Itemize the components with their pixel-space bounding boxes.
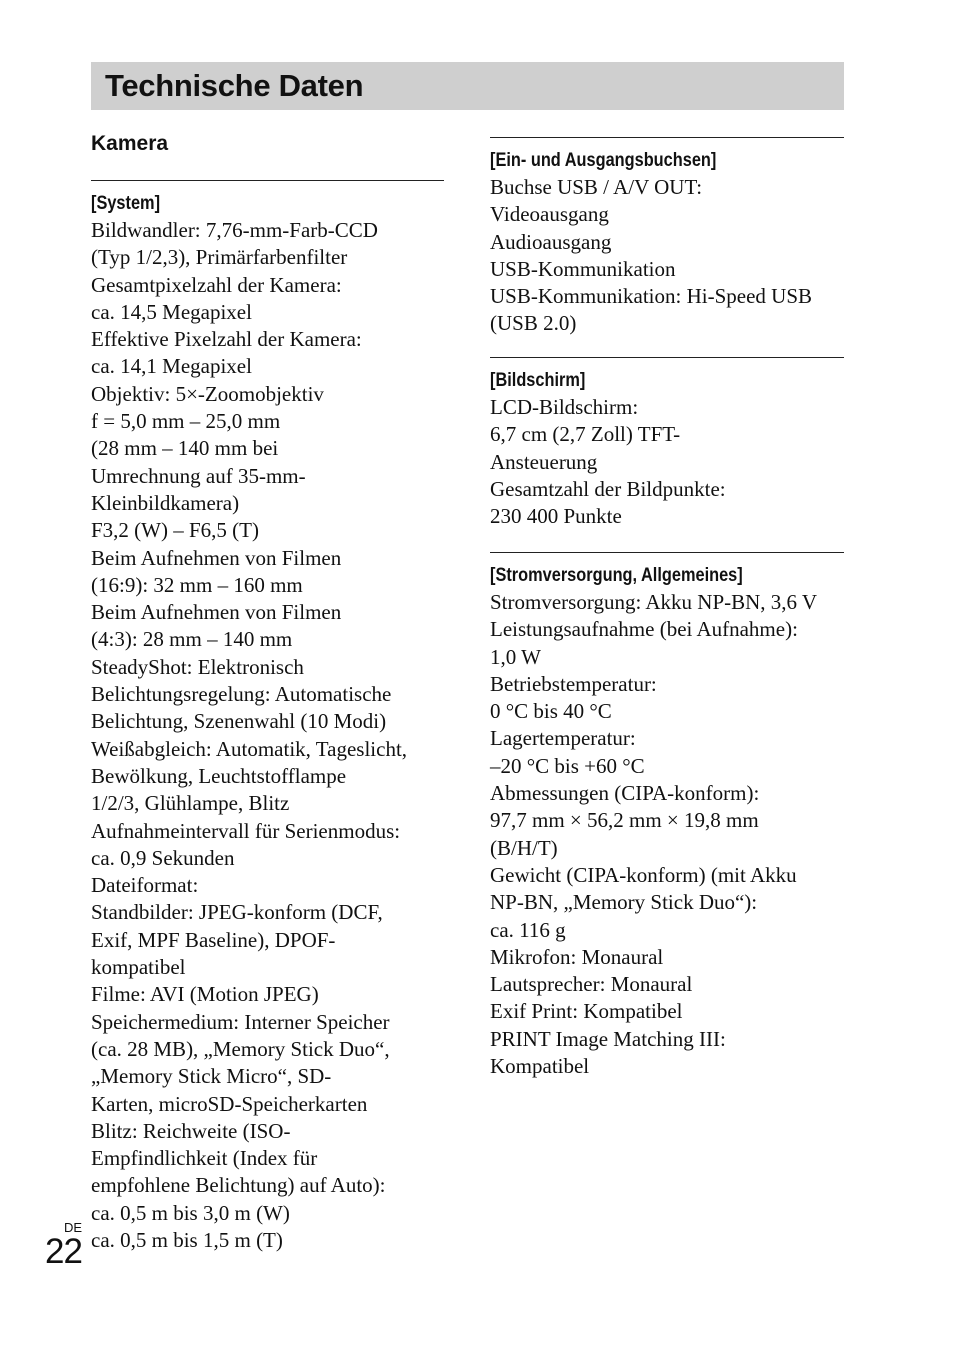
section-heading-io: [Ein- und Ausgangsbuchsen] — [490, 150, 717, 171]
section-heading-system: [System] — [91, 193, 161, 214]
title-bar — [91, 62, 844, 110]
page-language-label: DE — [64, 1220, 83, 1235]
spec-line: 6,7 cm (2,7 Zoll) TFT- — [490, 422, 681, 447]
spec-line: NP-BN, „Memory Stick Duo“): — [490, 890, 758, 915]
spec-line: USB-Kommunikation: Hi-Speed USB — [490, 284, 813, 309]
spec-line: ca. 0,5 m bis 1,5 m (T) — [91, 1227, 283, 1252]
page-title: Technische Daten — [105, 68, 364, 103]
spec-line: Bildwandler: 7,76-mm-Farb-CCD — [91, 218, 378, 242]
spec-line: Umrechnung auf 35-mm- — [91, 463, 306, 488]
spec-line: Beim Aufnehmen von Filmen — [91, 600, 342, 625]
spec-line: Ansteuerung — [490, 449, 598, 474]
spec-line: Stromversorgung: Akku NP-BN, 3,6 V — [490, 590, 818, 614]
spec-line: Gesamtpixelzahl der Kamera: — [91, 272, 342, 297]
spec-list-screen — [490, 394, 844, 530]
spec-line: (B/H/T) — [490, 835, 558, 860]
spec-line: Empfindlichkeit (Index für — [91, 1146, 318, 1171]
spec-line: Kleinbildkamera) — [91, 490, 240, 515]
spec-line: LCD-Bildschirm: — [490, 395, 639, 419]
spec-line: Belichtungsregelung: Automatische — [91, 682, 392, 707]
spec-line: Belichtung, Szenenwahl (10 Modi) — [91, 709, 387, 734]
section-title-kamera: Kamera — [91, 132, 169, 155]
page-number: 22 — [45, 1232, 82, 1271]
spec-line: –20 °C bis +60 °C — [490, 753, 645, 778]
spec-line: Effektive Pixelzahl der Kamera: — [91, 327, 362, 352]
spec-line: (ca. 28 MB), „Memory Stick Duo“, — [91, 1036, 390, 1061]
spec-line: 230 400 Punkte — [490, 504, 622, 529]
spec-line: ca. 0,5 m bis 3,0 m (W) — [91, 1200, 290, 1225]
spec-list-io — [490, 174, 844, 338]
spec-line: Buchse USB / A/V OUT: — [490, 175, 703, 199]
spec-line: ca. 0,9 Sekunden — [91, 845, 235, 870]
spec-line: Leistungsaufnahme (bei Aufnahme): — [490, 617, 798, 642]
spec-line: ca. 116 g — [490, 917, 566, 942]
spec-list-system — [91, 217, 444, 1254]
spec-line: Gesamtzahl der Bildpunkte: — [490, 476, 726, 501]
spec-line: Blitz: Reichweite (ISO- — [91, 1118, 291, 1143]
spec-line: 0 °C bis 40 °C — [490, 699, 612, 724]
spec-line: SteadyShot: Elektronisch — [91, 654, 304, 679]
spec-line: Exif, MPF Baseline), DPOF- — [91, 927, 336, 952]
spec-line: USB-Kommunikation — [490, 256, 676, 281]
spec-line: Kompatibel — [490, 1054, 590, 1079]
spec-line: empfohlene Belichtung) auf Auto): — [91, 1173, 386, 1198]
spec-line: Audioausgang — [490, 229, 612, 254]
spec-line: PRINT Image Matching III: — [490, 1026, 726, 1051]
spec-line: Speichermedium: Interner Speicher — [91, 1009, 390, 1034]
spec-line: Mikrofon: Monaural — [490, 944, 664, 969]
spec-line: Betriebstemperatur: — [490, 671, 657, 696]
spec-line: Beim Aufnehmen von Filmen — [91, 545, 342, 570]
spec-line: (16:9): 32 mm – 160 mm — [91, 572, 303, 597]
section-heading-power: [Stromversorgung, Allgemeines] — [490, 565, 743, 586]
spec-line: Karten, microSD-Speicherkarten — [91, 1091, 368, 1116]
section-heading-screen: [Bildschirm] — [490, 370, 586, 391]
spec-line: (USB 2.0) — [490, 311, 577, 336]
spec-line: ca. 14,5 Megapixel — [91, 299, 252, 324]
spec-line: Videoausgang — [490, 202, 609, 227]
spec-line: (28 mm – 140 mm bei — [91, 436, 279, 461]
spec-line: Weißabgleich: Automatik, Tageslicht, — [91, 736, 408, 761]
spec-line: Abmessungen (CIPA-konform): — [490, 781, 760, 806]
spec-line: Aufnahmeintervall für Serienmodus: — [91, 818, 401, 843]
spec-line: Objektiv: 5×-Zoomobjektiv — [91, 381, 324, 406]
spec-line: Standbilder: JPEG-konform (DCF, — [91, 900, 383, 925]
section-screen — [490, 357, 844, 530]
spec-line: Lagertemperatur: — [490, 726, 636, 751]
spec-line: f = 5,0 mm – 25,0 mm — [91, 409, 281, 434]
spec-line: Dateiformat: — [91, 873, 199, 898]
spec-line: 1,0 W — [490, 644, 541, 669]
spec-list-power — [490, 589, 844, 1080]
section-system — [91, 180, 444, 1254]
spec-line: Filme: AVI (Motion JPEG) — [91, 982, 319, 1007]
spec-line: Exif Print: Kompatibel — [490, 999, 683, 1024]
spec-line: „Memory Stick Micro“, SD- — [91, 1064, 332, 1089]
spec-line: 1/2/3, Glühlampe, Blitz — [91, 791, 290, 816]
spec-line: F3,2 (W) – F6,5 (T) — [91, 518, 259, 543]
spec-line: Lautsprecher: Monaural — [490, 972, 693, 997]
spec-line: 97,7 mm × 56,2 mm × 19,8 mm — [490, 808, 759, 833]
spec-line: (Typ 1/2,3), Primärfarbenfilter — [91, 245, 348, 270]
spec-line: kompatibel — [91, 955, 186, 980]
section-power — [490, 552, 844, 1080]
spec-line: ca. 14,1 Megapixel — [91, 354, 252, 379]
spec-line: Bewölkung, Leuchtstofflampe — [91, 763, 347, 788]
spec-line: (4:3): 28 mm – 140 mm — [91, 627, 293, 652]
spec-line: Gewicht (CIPA-konform) (mit Akku — [490, 862, 797, 887]
section-io — [490, 137, 844, 338]
